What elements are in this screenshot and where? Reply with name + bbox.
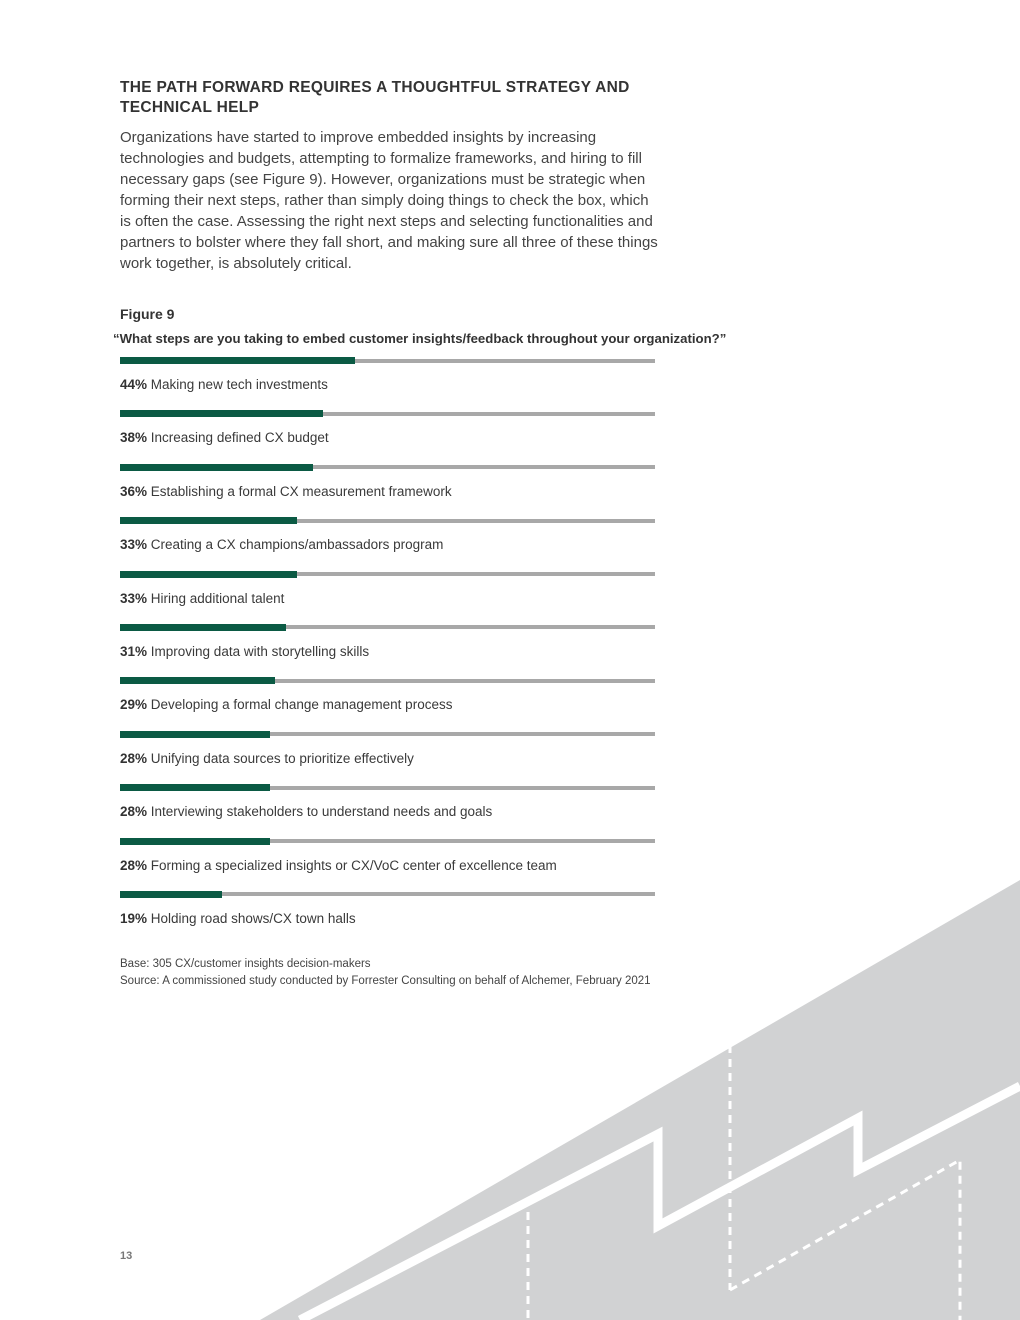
bar-value-label: 33%: [120, 537, 148, 553]
bar-label: [120, 377, 328, 392]
bar-value-label: 31%: [120, 643, 148, 659]
bar-label: [120, 430, 329, 445]
bar-category-label: Interviewing stakeholders to understand needs and goals: [147, 804, 493, 820]
bar-label: [120, 911, 356, 926]
bar-category-label: Holding road shows/CX town halls: [147, 910, 356, 926]
bar-category-label: Forming a specialized insights or CX/VoC center of excellence team: [147, 857, 557, 873]
bar-label: [120, 591, 284, 606]
bar-fill: [120, 464, 313, 471]
bar-fill: [120, 410, 323, 417]
bar-category-label: Creating a CX champions/ambassadors program: [147, 537, 444, 553]
bar-fill: [120, 624, 286, 631]
bar-row: [120, 838, 655, 891]
bar-chart: [120, 357, 655, 944]
body-paragraph: Organizations have started to improve embedded insights by increasing technologies and budgets, attempting to formalize frameworks, and hiring to fill necessary gaps (see Figure 9). However, organizations must be strategic when forming their next steps, rather than simply doing things to check the box, which is often the case. Assessing the right next steps and selecting functionalities and partners to bolster where they fall short, and making sure all three of these things work together, is absolutely critical.: [120, 129, 658, 272]
section-heading: THE PATH FORWARD REQUIRES A THOUGHTFUL STRATEGY AND TECHNICAL HELP: [120, 79, 630, 116]
bar-label: [120, 484, 452, 499]
bar-row: [120, 571, 655, 624]
bar-row: [120, 624, 655, 677]
source-note: Source: A commissioned study conducted by Forrester Consulting on behalf of Alchemer, February 2021: [120, 975, 651, 987]
bar-row: [120, 731, 655, 784]
chart-notes: [120, 956, 651, 990]
bar-label: [120, 697, 452, 712]
bar-fill: [120, 677, 275, 684]
bar-row: [120, 410, 655, 463]
bar-row: [120, 464, 655, 517]
bar-row: [120, 784, 655, 837]
base-note: Base: 305 CX/customer insights decision-makers: [120, 958, 371, 970]
bar-value-label: 29%: [120, 697, 148, 713]
figure-label: Figure 9: [120, 306, 175, 322]
bar-category-label: Unifying data sources to prioritize effectively: [147, 750, 414, 766]
bar-category-label: Making new tech investments: [147, 377, 328, 392]
bar-fill: [120, 517, 297, 524]
bar-label: [120, 751, 414, 766]
bar-fill: [120, 784, 270, 791]
bar-category-label: Hiring additional talent: [147, 590, 285, 606]
bar-value-label: 33%: [120, 590, 148, 606]
bar-value-label: 36%: [120, 483, 148, 499]
bar-fill: [120, 731, 270, 738]
gray-diagonal-band: [260, 880, 1020, 1320]
bar-label: [120, 804, 492, 819]
bar-value-label: 19%: [120, 910, 148, 926]
bar-category-label: Developing a formal change management process: [147, 697, 453, 713]
bar-category-label: Establishing a formal CX measurement framework: [147, 483, 452, 499]
bar-row: [120, 891, 655, 944]
bar-value-label: 44%: [120, 377, 148, 392]
bar-label: [120, 537, 443, 552]
bar-value-label: 28%: [120, 804, 148, 820]
bar-row: [120, 357, 655, 410]
chart-title: “What steps are you taking to embed customer insights/feedback throughout your organization?”: [113, 331, 727, 346]
bar-fill: [120, 838, 270, 845]
bar-value-label: 38%: [120, 430, 148, 446]
bar-fill: [120, 891, 222, 898]
bar-fill: [120, 571, 297, 578]
bar-row: [120, 677, 655, 730]
bar-value-label: 28%: [120, 857, 148, 873]
bar-value-label: 28%: [120, 750, 148, 766]
bar-category-label: Increasing defined CX budget: [147, 430, 329, 446]
bar-label: [120, 644, 369, 659]
page-number: 13: [120, 1250, 133, 1262]
bar-label: [120, 858, 557, 873]
bar-fill: [120, 357, 355, 364]
bar-category-label: Improving data with storytelling skills: [147, 643, 370, 659]
bar-row: [120, 517, 655, 570]
